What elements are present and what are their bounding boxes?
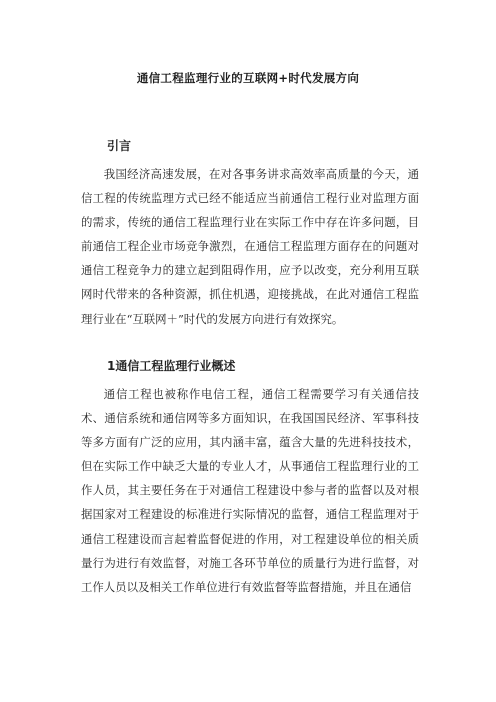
section-heading-overview: 1通信工程监理行业概述	[107, 359, 236, 373]
section-heading-intro: 引言	[107, 139, 132, 153]
document-title: 通信工程监理行业的互联网+时代发展方向	[136, 71, 360, 85]
section-paragraph-overview: 通信工程也被称作电信工程，通信工程需要学习有关通信技术、通信系统和通信网等多方面知识，在我国国民经济、军事科技等多方面有广泛的应用，其内涵丰富，蕴含大量的先进科技技术，但在实际工作中缺乏大量的专业人才，从事通信工程监理行业的工作人员，其主要任务在于对通信工程建设中参与者的监督以及对根据国家对工程建设的标准进行实际情况的监督，通信工程监理对于通信工程建设而言起着监督促进的作用，对工程建设单位的相关质量行为进行有效监督，对施工各环节单位的质量行为进行监督，对工作人员以及相关工作单位进行有效监督等监督措施，并且在通信	[81, 387, 419, 594]
section-paragraph-intro: 我国经济高速发展，在对各事务讲求高效率高质量的今天，通信工程的传统监理方式已经不能适应当前通信工程行业对监理方面的需求，传统的通信工程监理行业在实际工作中存在许多问题，目前通信工程企业市场竞争激烈，在通信工程监理方面存在的问题对通信工程竞争力的建立起到阻碍作用，应予以改变，充分利用互联网时代带来的各种资源，抓住机遇，迎接挑战，在此对通信工程监理行业在“互联网＋”时代的发展方向进行有效探究。	[81, 167, 419, 326]
